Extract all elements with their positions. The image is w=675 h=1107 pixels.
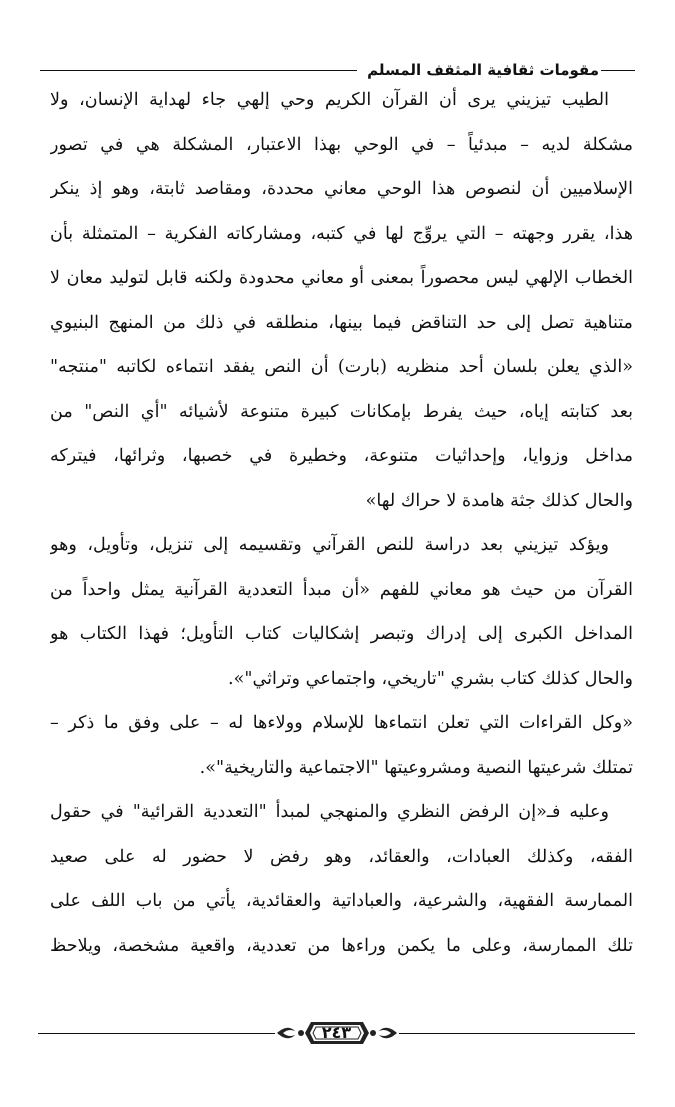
text-line: والحال كذلك كتاب بشري "تاريخي، واجتماعي وتراثي"». [228, 668, 633, 689]
text-line: وعليه فـ«إن الرفض النظري والمنهجي لمبدأ "التعددية القرائية" في حقول [50, 802, 609, 822]
running-title: مقومات ثقافية المثقف المسلم [367, 61, 599, 79]
text-line: الإسلاميين أن لنصوص هذا الوحي معاني محددة، ومقاصد ثابتة، وهو إذ ينكر [50, 179, 633, 199]
text-line: مشكلة لديه – مبدئياً – في الوحي بهذا الاعتبار، المشكلة هي في تصور [50, 134, 633, 155]
text-line: «الذي يعلن بلسان أحد منظريه (بارت) أن النص يفقد انتماءه لكاتبه "منتجه" [50, 357, 633, 377]
text-line: مداخل وزوايا، وإحداثيات متنوعة، وخطيرة في خصبها، وثرائها، فيتركه [50, 446, 633, 466]
page-footer [38, 1018, 635, 1048]
footer-rule-left [38, 1033, 275, 1034]
footer-rule-right [399, 1033, 636, 1034]
text-line: متناهية تصل إلى حد التناقض فيما بينها، منطلقه في ذلك من المنهج البنيوي [50, 312, 633, 333]
text-line: والحال كذلك جثة هامدة لا حراك لها» [365, 490, 633, 511]
text-line: «وكل القراءات التي تعلن انتماءها للإسلام وولاءها له – على وفق ما ذكر – [50, 713, 633, 733]
text-line: ويؤكد تيزيني بعد دراسة للنص القرآني وتقسيمه إلى تنزيل، وتأويل، وهو [50, 535, 609, 555]
text-line: الفقه، وكذلك العبادات، والعقائد، وهو رفض لا حضور له على صعيد [50, 846, 633, 867]
text-line: الطيب تيزيني يرى أن القرآن الكريم وحي إلهي جاء لهداية الإنسان، ولا [50, 90, 609, 110]
body-text [50, 78, 633, 968]
text-line: بعد كتابته إياه، حيث يفرط بإمكانات كبيرة متنوعة لأشيائه "أي النص" من [50, 401, 633, 422]
header-dash [601, 70, 635, 71]
page-number-ornament [275, 1018, 399, 1048]
text-line: الممارسة الفقهية، والشرعية، والعباداتية والعقائدية، يأتي من باب اللف على [50, 891, 633, 911]
text-line: هذا، يقرر وجهته – التي يروِّج لها في كتبه، ومشاركاته الفكرية – المتمثلة بأن [50, 223, 633, 244]
text-line: تمتلك شرعيتها النصية ومشروعيتها "الاجتماعية والتاريخية"». [199, 757, 633, 778]
text-line: الخطاب الإلهي ليس محصوراً بمعنى أو معاني محدودة ولكنه قابل لتوليد معان لا [50, 268, 633, 288]
page-number: ٢٤٣ [321, 1023, 352, 1042]
text-line: تلك الممارسة، وعلى ما يكمن وراءها من تعددية، واقعية مشخصة، ويلاحظ [50, 935, 633, 956]
text-line: القرآن من حيث هو معاني للفهم «أن مبدأ التعددية القرآنية يمثل واحداً من [50, 579, 633, 600]
text-line: المداخل الكبرى إلى إدراك وتبصر إشكاليات كتاب التأويل؛ فهذا الكتاب هو [50, 624, 633, 644]
header-rule [40, 70, 357, 71]
